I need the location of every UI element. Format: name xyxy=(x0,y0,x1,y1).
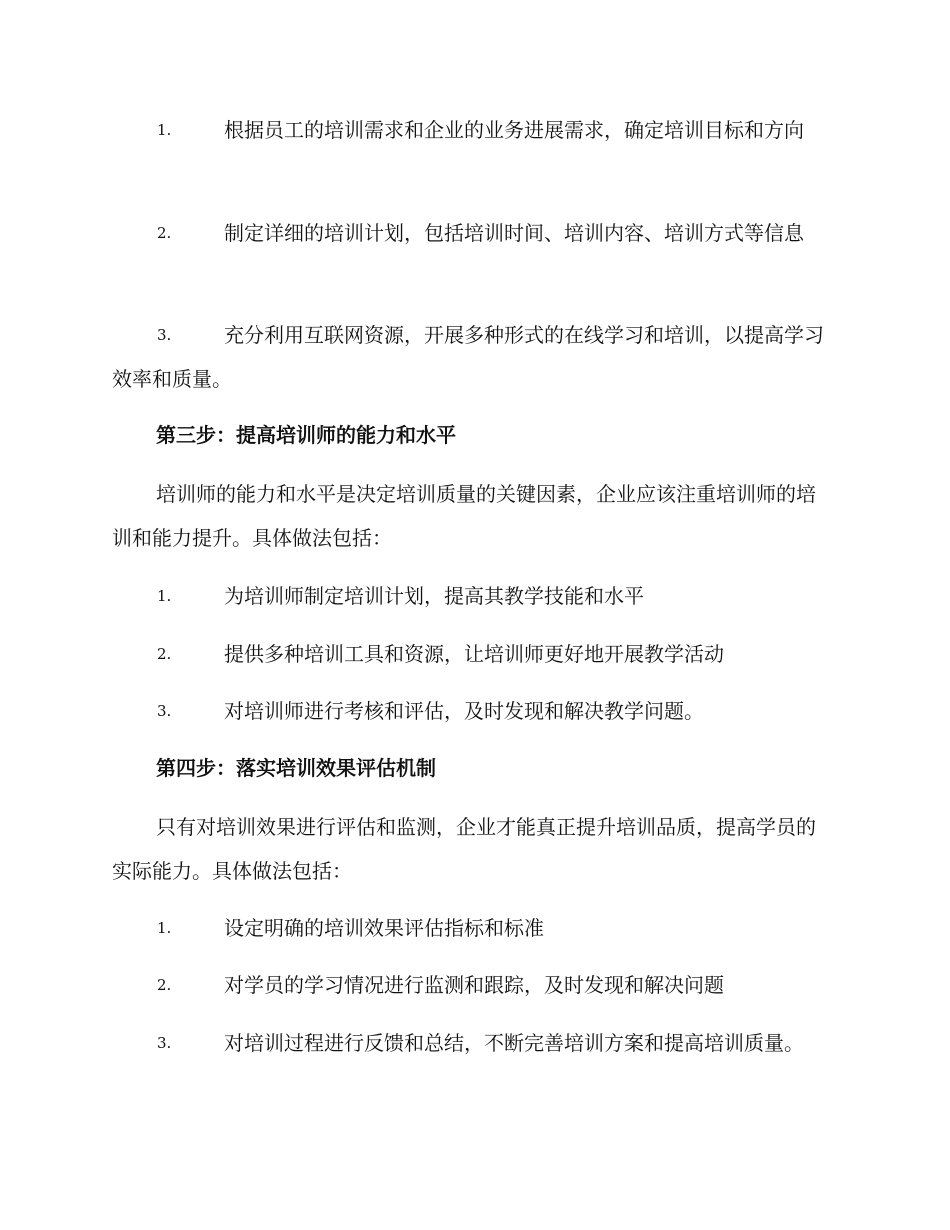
list-item-text: 设定明确的培训效果评估指标和标准 xyxy=(224,916,544,940)
list-item xyxy=(112,696,832,740)
section-paragraph: 培训师的能力和水平是决定培训质量的关键因素，企业应该注重培训师的培训和能力提升。具体做法包括： xyxy=(112,482,816,550)
list-number: 1. xyxy=(157,121,172,139)
list-item-text: 对培训师进行考核和评估，及时发现和解决教学问题。 xyxy=(224,699,704,723)
section-heading: 第四步：落实培训效果评估机制 xyxy=(156,756,436,780)
list-item-text: 充分利用互联网资源，开展多种形式的在线学习和培训，以提高学习效率和质量。 xyxy=(112,323,824,391)
list-number: 3. xyxy=(157,326,172,344)
section-heading: 第三步：提高培训师的能力和水平 xyxy=(156,423,456,447)
list-number: 2. xyxy=(157,645,172,663)
list-number: 3. xyxy=(157,702,172,720)
list-item-text: 提供多种培训工具和资源，让培训师更好地开展教学活动 xyxy=(224,642,724,666)
section-paragraph: 只有对培训效果进行评估和监测，企业才能真正提升培训品质，提高学员的实际能力。具体做法包括： xyxy=(112,815,816,883)
list-item-text: 对培训过程进行反馈和总结，不断完善培训方案和提高培训质量。 xyxy=(224,1031,804,1055)
list-number: 1. xyxy=(157,587,172,605)
list-item xyxy=(112,115,832,159)
list-item xyxy=(112,913,832,957)
list-number: 2. xyxy=(157,976,172,994)
list-number: 1. xyxy=(157,919,172,937)
list-item xyxy=(112,1028,832,1072)
list-item-text: 根据员工的培训需求和企业的业务进展需求，确定培训目标和方向 xyxy=(224,118,804,142)
list-item xyxy=(112,320,832,408)
list-number: 3. xyxy=(157,1034,172,1052)
list-item-text: 制定详细的培训计划，包括培训时间、培训内容、培训方式等信息 xyxy=(224,221,804,245)
list-item-text: 对学员的学习情况进行监测和跟踪，及时发现和解决问题 xyxy=(224,973,724,997)
list-item xyxy=(112,639,832,683)
list-item-text: 为培训师制定培训计划，提高其教学技能和水平 xyxy=(224,584,644,608)
list-item xyxy=(112,218,832,262)
list-item xyxy=(112,581,832,625)
list-number: 2. xyxy=(157,224,172,242)
list-item xyxy=(112,970,832,1014)
